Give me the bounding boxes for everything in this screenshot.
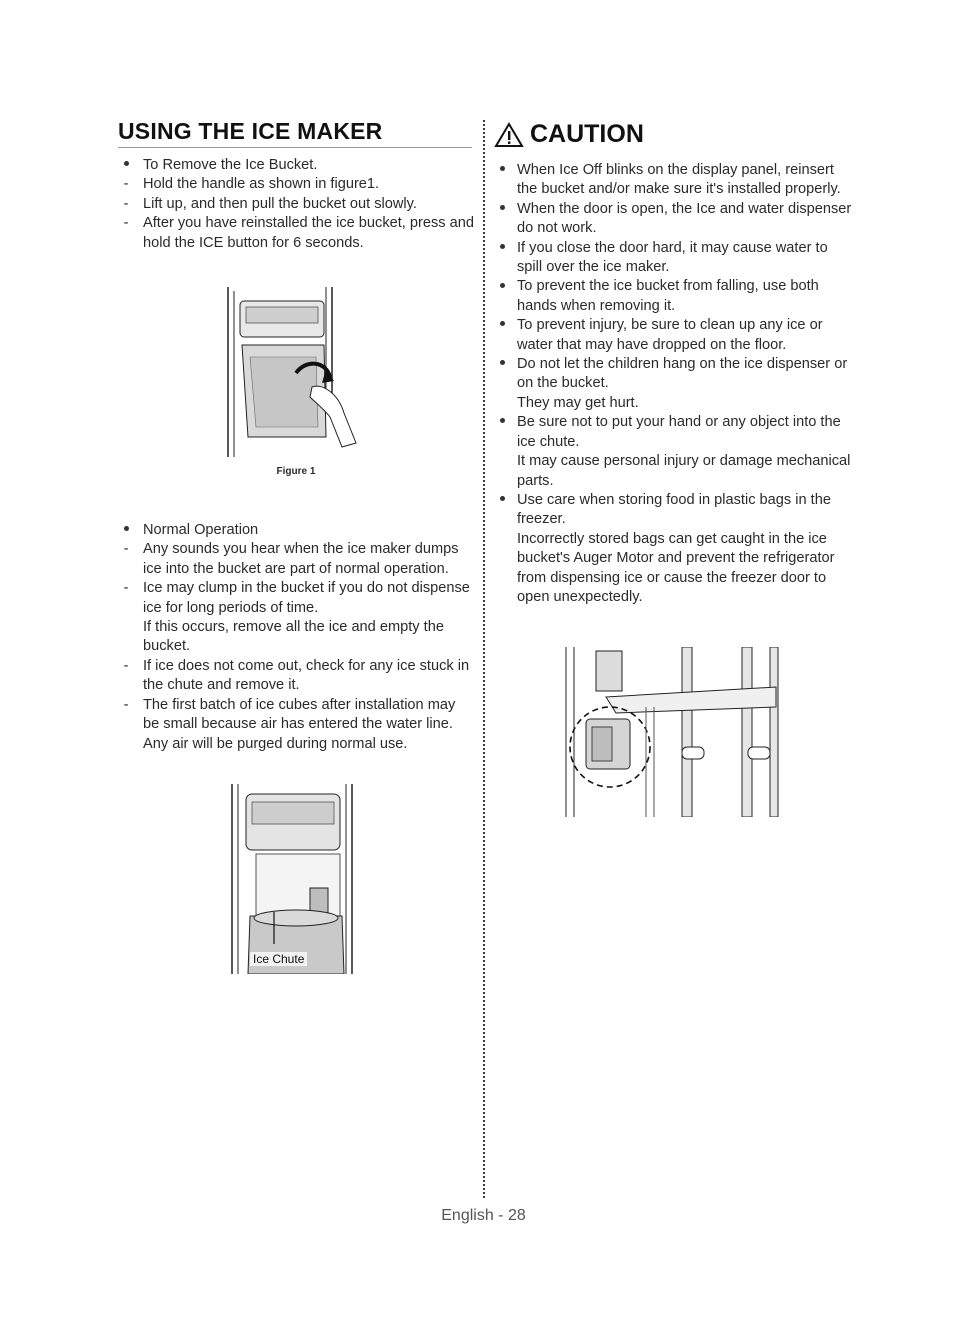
caution-item: [494, 161, 854, 200]
remove-step-3: After you have reinstalled the ice bucket, press and hold the ICE button for 6 seconds.: [143, 215, 474, 251]
caution-text-1: When Ice Off blinks on the display panel, reinsert the bucket and/or make sure it's installed properly.: [517, 162, 841, 198]
list-item: - Any sounds you hear when the ice maker dumps ice into the bucket are part of normal operation.: [123, 541, 459, 577]
ice-chute-illustration: [230, 784, 358, 974]
normal-step-1: Any sounds you hear when the ice maker dumps ice into the bucket are part of normal operation.: [143, 541, 459, 577]
list-item: - Lift up, and then pull the bucket out slowly.: [123, 195, 417, 212]
normal-step-2: Ice may clump in the bucket if you do not dispense ice for long periods of time. If this occurs, remove all the ice and empty the bucket.: [143, 580, 470, 655]
warning-triangle-icon: [494, 122, 524, 148]
caution-item: [494, 355, 854, 413]
caution-item: [494, 316, 854, 355]
caution-item: [494, 200, 854, 239]
remove-step-1: Hold the handle as shown in figure1.: [143, 176, 380, 193]
figure-1-illustration: [226, 287, 366, 477]
remove-step-2: Lift up, and then pull the bucket out slowly.: [143, 195, 417, 212]
list-item: - If ice does not come out, check for any ice stuck in the chute and remove it.: [123, 657, 470, 694]
ice-maker-section: [118, 118, 474, 974]
caution-text-4: To prevent the ice bucket from falling, use both hands when removing it.: [517, 278, 819, 314]
bullet-dot-icon: [495, 161, 509, 180]
ice-chute-figure: [230, 784, 358, 974]
figure-1-caption: Figure 1: [276, 466, 316, 478]
ice-bucket-handle-illustration: [226, 287, 366, 457]
caution-section: [494, 120, 854, 817]
bullet-dot-icon: [119, 156, 133, 175]
column-divider: [483, 120, 485, 1198]
normal-step-4: The first batch of ice cubes after installation may be small because air has entered the water line. Any air will be purged during normal use.: [143, 696, 456, 752]
remove-heading: To Remove the Ice Bucket.: [143, 157, 318, 173]
list-item: - Hold the handle as shown in figure1.: [123, 176, 380, 193]
page-number: English - 28: [441, 1207, 526, 1224]
freezer-interior-illustration: [556, 647, 786, 817]
bullet-dot-icon: [495, 491, 509, 510]
bullet-dot-icon: [495, 413, 509, 432]
caution-item: [494, 277, 854, 316]
bullet-dot-icon: [495, 277, 509, 296]
list-item-remove-heading: [118, 156, 474, 175]
normal-step-3: If ice does not come out, check for any ice stuck in the chute and remove it.: [143, 657, 470, 694]
caution-text-6: Do not let the children hang on the ice dispenser or on the bucket. They may get hurt.: [517, 356, 848, 411]
list-item: - The first batch of ice cubes after installation may be small because air has entered the water line. Any air will be purged during normal use.: [123, 696, 456, 752]
bullet-dot-icon: [119, 521, 133, 540]
caution-item: [494, 239, 854, 278]
caution-text-5: To prevent injury, be sure to clean up any ice or water that may have dropped on the floor.: [517, 317, 823, 353]
list-item: - After you have reinstalled the ice bucket, press and hold the ICE button for 6 seconds.: [123, 215, 474, 251]
caution-item: [494, 413, 854, 491]
caution-text-2: When the door is open, the Ice and water dispenser do not work.: [517, 200, 852, 237]
caution-text-3: If you close the door hard, it may cause water to spill over the ice maker.: [517, 239, 828, 276]
bullet-dot-icon: [495, 316, 509, 335]
freezer-bucket-figure: [556, 647, 786, 817]
caution-item: [494, 491, 854, 607]
list-item: - Ice may clump in the bucket if you do not dispense ice for long periods of time. If this occurs, remove all the ice and empty the bucket.: [123, 580, 470, 655]
ice-chute-label: Ice Chute: [250, 952, 307, 966]
caution-title: CAUTION: [530, 120, 644, 148]
caution-text-7: Be sure not to put your hand or any object into the ice chute. It may cause personal injury or damage mechanical parts.: [517, 414, 851, 489]
normal-heading: Normal Operation: [143, 522, 259, 539]
list-item-normal-heading: [118, 521, 474, 540]
section-title: USING THE ICE MAKER: [118, 118, 472, 148]
caution-heading: [494, 120, 854, 149]
bullet-dot-icon: [495, 239, 509, 258]
bullet-dot-icon: [495, 355, 509, 374]
bullet-dot-icon: [495, 200, 509, 219]
caution-text-8: Use care when storing food in plastic bags in the freezer. Incorrectly stored bags can get caught in the ice bucket's Auger Motor and prevent the refrigerator from dispensing ice or cause the freezer door to open unexpectedly.: [517, 491, 835, 605]
